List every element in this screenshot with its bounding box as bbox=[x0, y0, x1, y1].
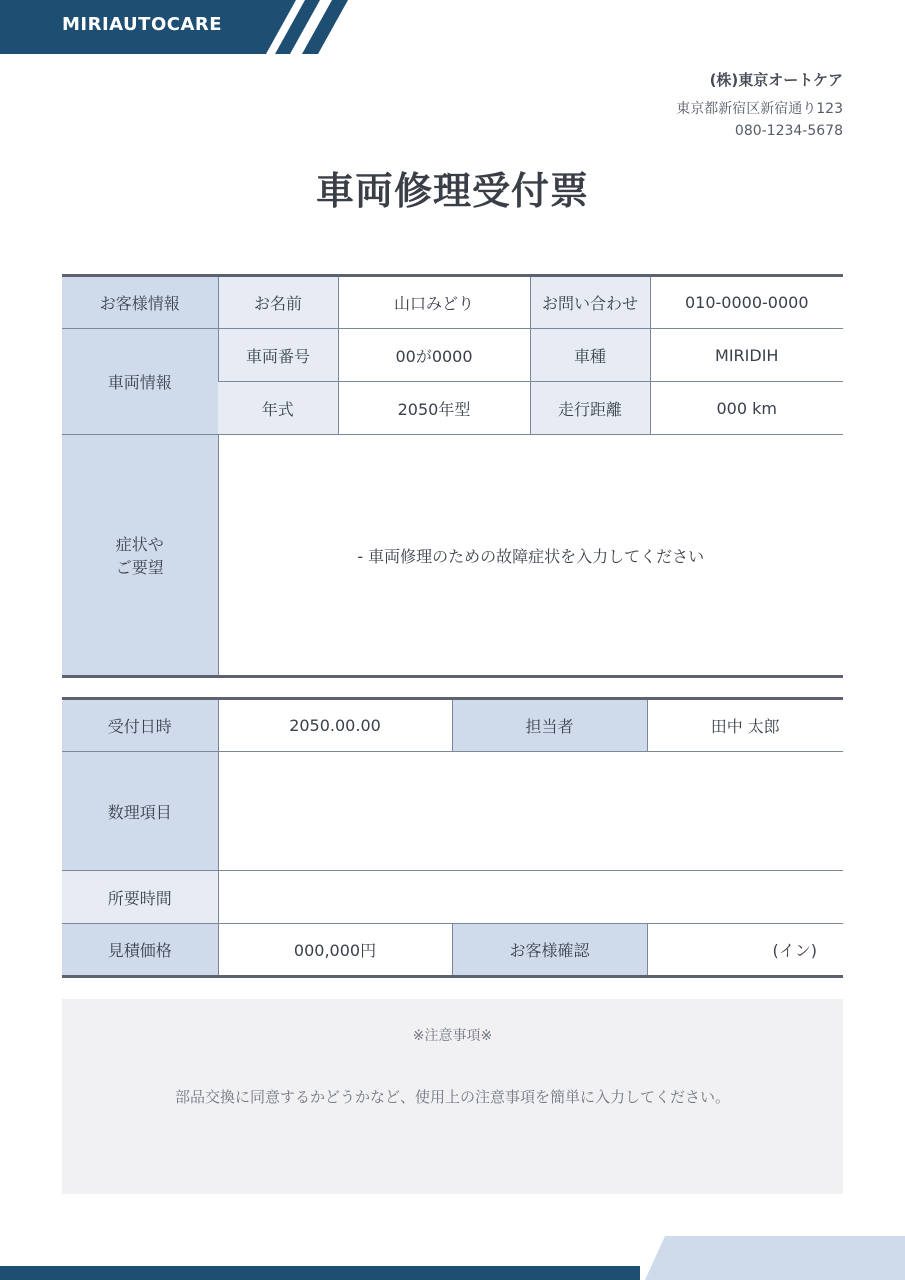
symptoms-label bbox=[62, 435, 218, 677]
confirm-signature[interactable]: (イン) bbox=[647, 924, 843, 977]
table-row bbox=[62, 276, 843, 329]
name-label: お名前 bbox=[218, 276, 338, 329]
repair-table bbox=[62, 697, 843, 978]
table-row bbox=[62, 871, 843, 924]
document-title: 車両修理受付票 bbox=[315, 169, 589, 213]
staff-label: 担当者 bbox=[452, 699, 647, 752]
customer-info-label: お客様情報 bbox=[62, 276, 218, 329]
year-label: 年式 bbox=[218, 382, 338, 435]
table-row bbox=[62, 329, 843, 382]
year-value[interactable]: 2050年型 bbox=[338, 382, 530, 435]
company-address: 東京都新宿区新宿通り123 bbox=[676, 101, 843, 117]
duration-value[interactable] bbox=[218, 871, 843, 924]
name-value[interactable]: 山口みどり bbox=[338, 276, 530, 329]
mileage-label: 走行距離 bbox=[530, 382, 650, 435]
table-row bbox=[62, 752, 843, 871]
plate-label: 車両番号 bbox=[218, 329, 338, 382]
company-info bbox=[676, 70, 843, 142]
table-row bbox=[62, 699, 843, 752]
customer-vehicle-table bbox=[62, 274, 843, 678]
received-value[interactable]: 2050.00.00 bbox=[218, 699, 452, 752]
estimate-value[interactable]: 000,000円 bbox=[218, 924, 452, 977]
items-label: 数理項目 bbox=[62, 752, 218, 871]
plate-value[interactable]: 00が0000 bbox=[338, 329, 530, 382]
footer-graphic bbox=[0, 1236, 905, 1280]
notes-box bbox=[62, 999, 843, 1194]
model-label: 車種 bbox=[530, 329, 650, 382]
table-row bbox=[62, 435, 843, 677]
confirm-label: お客様確認 bbox=[452, 924, 647, 977]
symptoms-label-line-2: ご要望 bbox=[115, 558, 164, 577]
contact-value[interactable]: 010-0000-0000 bbox=[650, 276, 843, 329]
contact-label: お問い合わせ bbox=[530, 276, 650, 329]
model-value[interactable]: MIRIDIH bbox=[650, 329, 843, 382]
brand-name: MIRIAUTOCARE bbox=[62, 14, 223, 35]
duration-label: 所要時間 bbox=[62, 871, 218, 924]
vehicle-info-label: 車両情報 bbox=[62, 329, 218, 435]
table-row bbox=[62, 924, 843, 977]
header-brand-bar bbox=[0, 0, 905, 54]
company-name: (株)東京オートケア bbox=[709, 71, 843, 89]
company-phone: 080-1234-5678 bbox=[734, 123, 843, 139]
received-label: 受付日時 bbox=[62, 699, 218, 752]
staff-value[interactable]: 田中 太郎 bbox=[647, 699, 843, 752]
symptoms-label-line-1: 症状や bbox=[115, 535, 164, 554]
symptoms-value[interactable]: - 車両修理のための故障症状を入力してください bbox=[218, 435, 843, 677]
notes-body[interactable]: 部品交換に同意するかどうかなど、使用上の注意事項を簡単に入力してください。 bbox=[174, 1088, 730, 1106]
items-value[interactable] bbox=[218, 752, 843, 871]
estimate-label: 見積価格 bbox=[62, 924, 218, 977]
mileage-value[interactable]: 000 km bbox=[650, 382, 843, 435]
footer-bar bbox=[0, 1236, 905, 1280]
notes-title: ※注意事項※ bbox=[412, 1028, 493, 1044]
